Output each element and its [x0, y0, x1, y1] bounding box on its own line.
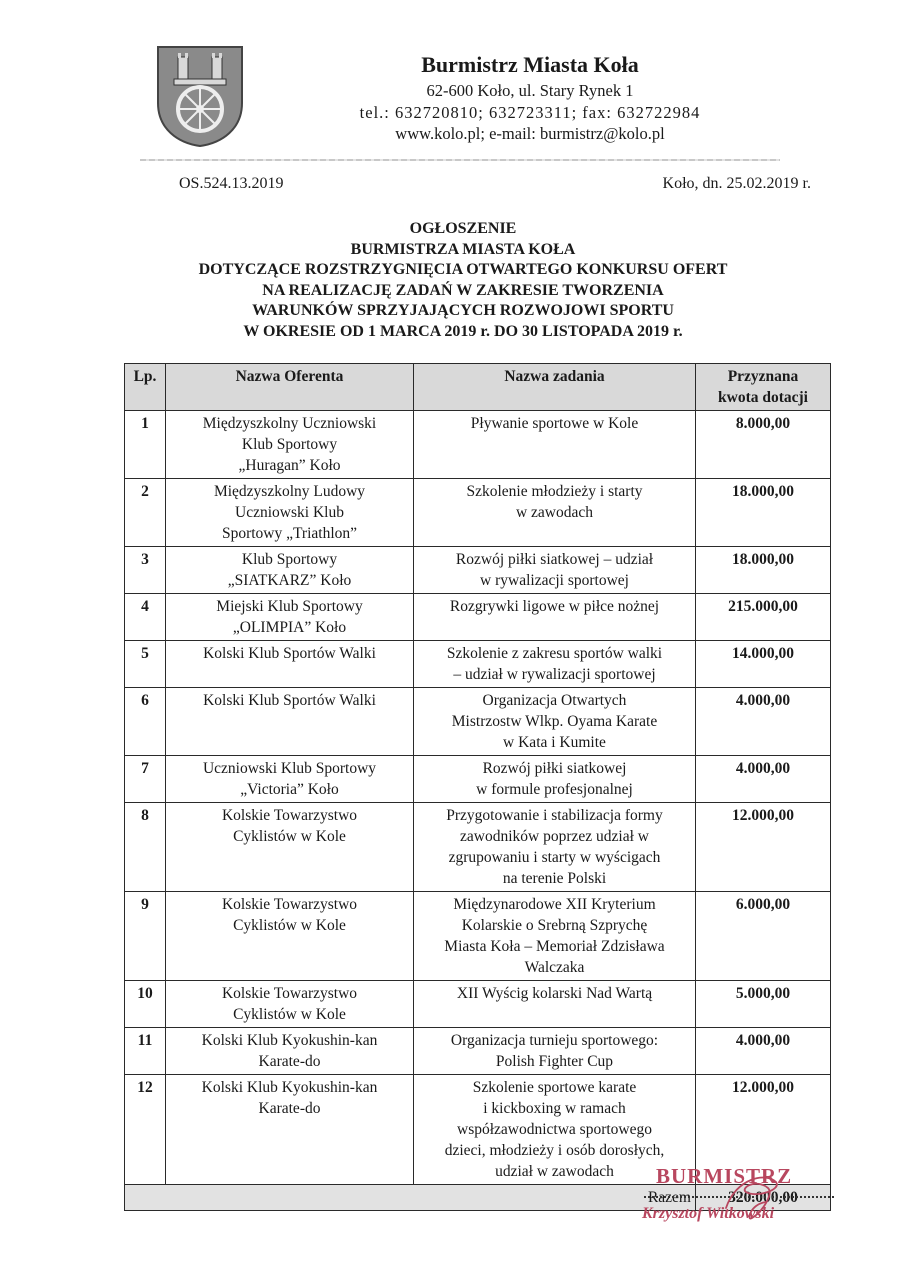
coat-of-arms-logo [156, 45, 244, 147]
cell-amount: 18.000,00 [696, 547, 831, 594]
cell-org-line: Kolskie Towarzystwo [221, 985, 358, 1002]
cell-org-line: „Huragan” Koło [238, 457, 341, 474]
cell-org [166, 803, 414, 892]
title-line: WARUNKÓW SPRZYJAJĄCYCH ROZWOJOWI SPORTU [252, 302, 674, 319]
grants-table [124, 363, 831, 1211]
office-address: 62-600 Koło, ul. Stary Rynek 1 [426, 81, 634, 100]
cell-lp: 8 [125, 803, 166, 892]
cell-org-line: Cyklistów w Kole [233, 828, 346, 845]
title-line: DOTYCZĄCE ROZSTRZYGNIĘCIA OTWARTEGO KONKURSU OFERT [198, 261, 728, 278]
place-date: Koło, dn. 25.02.2019 r. [662, 175, 811, 192]
cell-org-line: Uczniowski Klub [235, 504, 344, 521]
cell-task-line: w rywalizacji sportowej [480, 572, 629, 589]
cell-task-line: na terenie Polski [502, 870, 607, 887]
cell-lp: 11 [125, 1028, 166, 1075]
cell-amount: 12.000,00 [696, 1075, 831, 1185]
table-row [125, 479, 831, 547]
cell-task-line: udział w zawodach [495, 1163, 614, 1180]
cell-lp: 10 [125, 981, 166, 1028]
cell-task-line: Rozwój piłki siatkowej – udział [455, 551, 654, 568]
cell-task-line: dzieci, młodzieży i osób dorosłych, [444, 1142, 665, 1159]
header-amount [696, 364, 831, 411]
title-line: BURMISTRZA MIASTA KOŁA [350, 240, 576, 258]
cell-task-line: Polish Fighter Cup [495, 1053, 614, 1070]
cell-org [166, 892, 414, 981]
cell-amount: 4.000,00 [696, 756, 831, 803]
table-row [125, 547, 831, 594]
cell-org-line: Kolskie Towarzystwo [221, 896, 358, 913]
cell-task-line: w formule profesjonalnej [476, 781, 633, 798]
cell-org [166, 981, 414, 1028]
cell-task [414, 547, 696, 594]
cell-org-line: Miejski Klub Sportowy [216, 598, 363, 615]
cell-org-line: „OLIMPIA” Koło [232, 619, 347, 636]
table-row [125, 756, 831, 803]
header-task: Nazwa zadania [414, 364, 696, 411]
office-phones: tel.: 632720810; 632723311; fax: 632722984 [359, 103, 701, 122]
cell-lp: 6 [125, 688, 166, 756]
title-line: W OKRESIE OD 1 MARCA 2019 r. DO 30 LISTOPADA 2019 r. [243, 322, 683, 340]
cell-lp: 4 [125, 594, 166, 641]
stamp-title: BURMISTRZ [656, 1164, 793, 1188]
cell-task [414, 981, 696, 1028]
header-divider [140, 159, 780, 161]
cell-task-line: w zawodach [515, 504, 594, 521]
cell-task-line: Rozgrywki ligowe w piłce nożnej [449, 598, 660, 615]
cell-org-line: Sportowy „Triathlon” [221, 525, 358, 542]
cell-task [414, 411, 696, 479]
title-line: OGŁOSZENIE [409, 220, 517, 237]
cell-task-line: zgrupowaniu i starty w wyścigach [448, 849, 661, 866]
header-amount-line: Przyznana [727, 368, 799, 385]
cell-lp: 12 [125, 1075, 166, 1185]
cell-org-line: Karate-do [258, 1053, 321, 1070]
cell-task-line: Miasta Koła – Memoriał Zdzisława [444, 938, 665, 955]
cell-org-line: Kolskie Towarzystwo [221, 807, 358, 824]
cell-task [414, 756, 696, 803]
cell-task-line: zawodników poprzez udział w [460, 828, 649, 845]
cell-amount: 4.000,00 [696, 688, 831, 756]
cell-task-line: Mistrzostw Wlkp. Oyama Karate [451, 713, 658, 730]
cell-lp: 9 [125, 892, 166, 981]
cell-org-line: Cyklistów w Kole [233, 917, 346, 934]
cell-task-line: i kickboxing w ramach [483, 1100, 626, 1117]
cell-org [166, 1075, 414, 1185]
cell-task [414, 1028, 696, 1075]
table-row [125, 641, 831, 688]
cell-amount: 6.000,00 [696, 892, 831, 981]
cell-task-line: XII Wyścig kolarski Nad Wartą [456, 985, 653, 1002]
cell-task-line: Walczaka [524, 959, 585, 976]
cell-amount: 18.000,00 [696, 479, 831, 547]
cell-org [166, 641, 414, 688]
cell-lp: 7 [125, 756, 166, 803]
total-amount: 320.000,00 [696, 1185, 831, 1211]
cell-task-line: Kolarskie o Srebrną Szprychę [461, 917, 648, 934]
table-row [125, 803, 831, 892]
cell-org-line: Międzyszkolny Uczniowski [202, 415, 377, 432]
title-line: NA REALIZACJĘ ZADAŃ W ZAKRESIE TWORZENIA [262, 281, 664, 299]
cell-task-line: Szkolenie z zakresu sportów walki [446, 645, 663, 662]
cell-amount: 215.000,00 [696, 594, 831, 641]
cell-task [414, 803, 696, 892]
cell-task-line: Szkolenie sportowe karate [472, 1079, 637, 1096]
coat-of-arms-icon [156, 45, 244, 147]
cell-task-line: Organizacja Otwartych [482, 692, 627, 709]
announcement-title [100, 219, 826, 342]
cell-org [166, 756, 414, 803]
cell-task-line: Międzynarodowe XII Kryterium [453, 896, 656, 913]
table-row [125, 594, 831, 641]
cell-task [414, 892, 696, 981]
cell-amount: 5.000,00 [696, 981, 831, 1028]
header-amount-line: kwota dotacji [718, 389, 808, 406]
cell-lp: 2 [125, 479, 166, 547]
header-org: Nazwa Oferenta [166, 364, 414, 411]
cell-task [414, 641, 696, 688]
office-web-email: www.kolo.pl; e-mail: burmistrz@kolo.pl [395, 124, 665, 143]
cell-task-line: – udział w rywalizacji sportowej [453, 666, 656, 683]
table-header-row [125, 364, 831, 411]
table-row [125, 411, 831, 479]
cell-org-line: Kolski Klub Sportów Walki [203, 692, 376, 709]
total-label: Razem [125, 1185, 696, 1211]
cell-org-line: „Victoria” Koło [240, 781, 339, 798]
cell-task-line: Szkolenie młodzieży i starty [466, 483, 643, 500]
header-lp: Lp. [125, 364, 166, 411]
reference-number: OS.524.13.2019 [179, 175, 284, 192]
cell-amount: 14.000,00 [696, 641, 831, 688]
cell-amount: 8.000,00 [696, 411, 831, 479]
cell-task-line: w Kata i Kumite [503, 734, 606, 751]
cell-org [166, 411, 414, 479]
cell-task [414, 594, 696, 641]
table-row [125, 981, 831, 1028]
cell-org [166, 688, 414, 756]
table-row [125, 892, 831, 981]
handwritten-signature [716, 1168, 796, 1224]
cell-org-line: Karate-do [258, 1100, 321, 1117]
cell-org-line: Klub Sportowy [241, 436, 338, 453]
table-row [125, 688, 831, 756]
cell-lp: 3 [125, 547, 166, 594]
cell-task [414, 688, 696, 756]
table-body [125, 411, 831, 1185]
signature-stamp [636, 1160, 836, 1240]
cell-org [166, 547, 414, 594]
table-row [125, 1028, 831, 1075]
cell-amount: 12.000,00 [696, 803, 831, 892]
cell-org-line: Kolski Klub Kyokushin-kan [201, 1032, 378, 1049]
cell-task-line: Przygotowanie i stabilizacja formy [446, 807, 663, 824]
cell-task-line: Organizacja turnieju sportowego: [450, 1032, 659, 1049]
cell-org-line: Kolski Klub Kyokushin-kan [201, 1079, 378, 1096]
cell-task-line: współzawodnictwa sportowego [457, 1121, 652, 1138]
cell-org [166, 594, 414, 641]
cell-org [166, 479, 414, 547]
cell-org-line: „SIATKARZ” Koło [227, 572, 352, 589]
cell-task-line: Rozwój piłki siatkowej [482, 760, 627, 777]
cell-task [414, 479, 696, 547]
stamp-person-name: Krzysztof Witkowski [642, 1205, 775, 1222]
cell-org-line: Cyklistów w Kole [233, 1006, 346, 1023]
cell-org-line: Uczniowski Klub Sportowy [202, 760, 377, 777]
cell-org [166, 1028, 414, 1075]
cell-org-line: Klub Sportowy [241, 551, 338, 568]
office-name: Burmistrz Miasta Koła [421, 52, 639, 77]
cell-org-line: Międzyszkolny Ludowy [213, 483, 366, 500]
cell-task-line: Pływanie sportowe w Kole [470, 415, 639, 432]
cell-lp: 5 [125, 641, 166, 688]
cell-org-line: Kolski Klub Sportów Walki [203, 645, 376, 662]
cell-lp: 1 [125, 411, 166, 479]
cell-amount: 4.000,00 [696, 1028, 831, 1075]
